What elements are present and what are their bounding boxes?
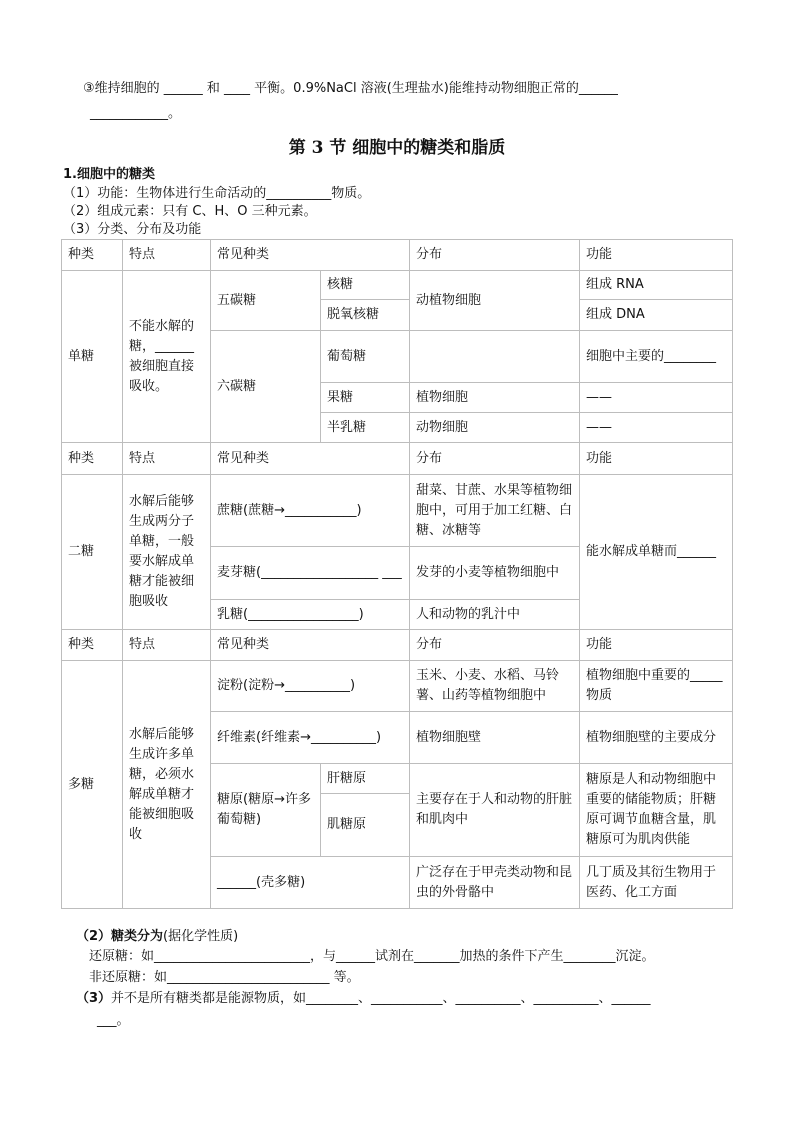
- header-feature: 特点: [123, 240, 211, 271]
- chitin-distribution: 广泛存在于甲壳类动物和昆虫的外骨骼中: [410, 857, 580, 909]
- ribose: 核糖: [321, 271, 410, 300]
- fructose: 果糖: [321, 383, 410, 413]
- reducing-sugar-line: 还原糖：如________________________，与______试剂在_______加热的条件下产生________沉淀。: [89, 949, 655, 964]
- glycogen: 糖原(糖原→许多葡萄糖): [211, 764, 321, 857]
- table-header-row: [62, 630, 733, 661]
- sucrose: 蔗糖(蔗糖→___________): [211, 475, 410, 547]
- glucose: 葡萄糖: [321, 331, 410, 383]
- header-kind: 种类: [62, 630, 123, 661]
- non-energy-sugars-line-2: ___。: [97, 1013, 130, 1028]
- starch: 淀粉(淀粉→__________): [211, 661, 410, 712]
- header-feature: 特点: [123, 443, 211, 475]
- ribose-function: 组成 RNA: [580, 271, 733, 300]
- header-distribution: 分布: [410, 443, 580, 475]
- sugar-table: [61, 239, 733, 909]
- sucrose-distribution: 甜菜、甘蔗、水果等植物细胞中，可用于加工红糖、白糖、冰糖等: [410, 475, 580, 547]
- muscle-glycogen: 肌糖原: [321, 794, 410, 857]
- elements-line: （2）组成元素：只有 C、H、O 三种元素。: [63, 204, 317, 219]
- header-distribution: 分布: [410, 630, 580, 661]
- header-common: 常见种类: [211, 443, 410, 475]
- header-distribution: 分布: [410, 240, 580, 271]
- mono-feature: 不能水解的糖，______被细胞直接吸收。: [123, 271, 211, 443]
- liver-glycogen: 肝糖原: [321, 764, 410, 794]
- chemical-classification-note: (据化学性质): [163, 929, 239, 944]
- starch-distribution: 玉米、小麦、水稻、马铃薯、山药等植物细胞中: [410, 661, 580, 712]
- intro-line-1: ③维持细胞的 ______ 和 ____ 平衡。0.9%NaCl 溶液(生理盐水)能维持动物细胞正常的______: [83, 81, 618, 96]
- chemical-classification: [76, 928, 238, 946]
- di-feature: 水解后能够生成两分子单糖，一般要水解成单糖才能被细胞吸收: [123, 475, 211, 630]
- chemical-classification-heading: （2）糖类分为: [76, 929, 164, 944]
- header-common: 常见种类: [211, 630, 410, 661]
- header-kind: 种类: [62, 240, 123, 271]
- mono-distribution: 动植物细胞: [410, 271, 580, 331]
- fructose-function: ——: [580, 383, 733, 413]
- di-function: 能水解成单糖而______: [580, 475, 733, 630]
- cellulose: 纤维素(纤维素→__________): [211, 712, 410, 764]
- deoxyribose: 脱氧核糖: [321, 300, 410, 331]
- header-common: 常见种类: [211, 240, 410, 271]
- deoxyribose-function: 组成 DNA: [580, 300, 733, 331]
- poly-feature: 水解后能够生成许多单糖，必须水解成单糖才能被细胞吸收: [123, 661, 211, 909]
- table-row: [62, 271, 733, 300]
- pentose: 五碳糖: [211, 271, 321, 331]
- nonreducing-sugar-line: 非还原糖：如_________________________ 等。: [89, 970, 360, 985]
- galactose-distribution: 动物细胞: [410, 413, 580, 443]
- fructose-distribution: 植物细胞: [410, 383, 580, 413]
- maltose: 麦芽糖(__________________ ___: [211, 547, 410, 600]
- glucose-distribution: [410, 331, 580, 383]
- non-energy-sugars-text: 并不是所有糖类都是能源物质，如________、___________、__________、__________、______: [111, 991, 651, 1006]
- galactose: 半乳糖: [321, 413, 410, 443]
- starch-function: 植物细胞中重要的_____物质: [580, 661, 733, 712]
- header-feature: 特点: [123, 630, 211, 661]
- header-function: 功能: [580, 240, 733, 271]
- header-kind: 种类: [62, 443, 123, 475]
- table-header-row: [62, 443, 733, 475]
- di-kind: 二糖: [62, 475, 123, 630]
- table-row: [62, 661, 733, 712]
- cellulose-distribution: 植物细胞壁: [410, 712, 580, 764]
- lactose: 乳糖(_________________): [211, 600, 410, 630]
- sugar-heading: 1.细胞中的糖类: [63, 167, 155, 182]
- classification-line: （3）分类、分布及功能: [63, 222, 202, 237]
- cellulose-function: 植物细胞壁的主要成分: [580, 712, 733, 764]
- hexose: 六碳糖: [211, 331, 321, 443]
- intro-line-2: ____________。: [90, 106, 182, 121]
- glycogen-function: 糖原是人和动物细胞中重要的储能物质；肝糖原可调节血糖含量，肌糖原可为肌肉供能: [580, 764, 733, 857]
- table-header-row: [62, 240, 733, 271]
- poly-kind: 多糖: [62, 661, 123, 909]
- chitin: ______(壳多糖): [211, 857, 410, 909]
- header-function: 功能: [580, 443, 733, 475]
- header-function: 功能: [580, 630, 733, 661]
- item-number: （3）: [76, 991, 112, 1006]
- glycogen-distribution: 主要存在于人和动物的肝脏和肌肉中: [410, 764, 580, 857]
- maltose-distribution: 发芽的小麦等植物细胞中: [410, 547, 580, 600]
- section-title: 第 3 节 细胞中的糖类和脂质: [288, 138, 506, 158]
- table-row: [62, 475, 733, 547]
- chitin-function: 几丁质及其衍生物用于医药、化工方面: [580, 857, 733, 909]
- glucose-function: 细胞中主要的________: [580, 331, 733, 383]
- mono-kind: 单糖: [62, 271, 123, 443]
- lactose-distribution: 人和动物的乳汁中: [410, 600, 580, 630]
- function-line: （1）功能：生物体进行生命活动的__________物质。: [63, 186, 371, 201]
- non-energy-sugars-line: [76, 990, 651, 1008]
- galactose-function: ——: [580, 413, 733, 443]
